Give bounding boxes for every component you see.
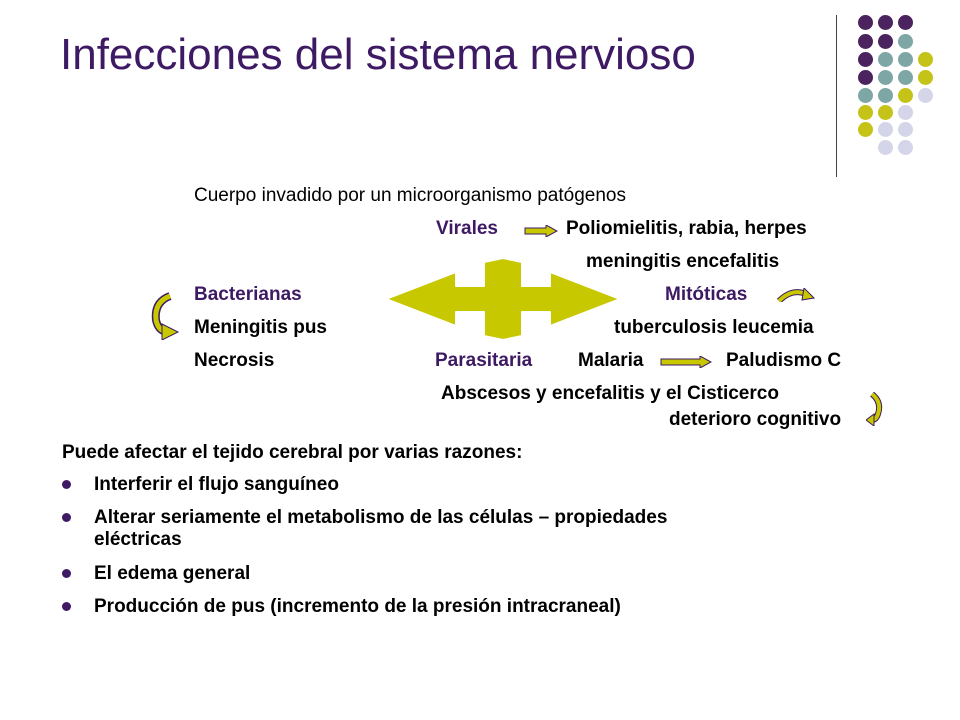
four-way-arrow-icon	[386, 258, 620, 340]
bacterianas-text-1: Meningitis pus	[194, 317, 327, 338]
dot	[898, 70, 913, 85]
deterioro-text: deterioro cognitivo	[669, 409, 842, 430]
list-item: El edema general	[94, 563, 251, 584]
curved-arrow-icon	[776, 288, 816, 302]
dot	[918, 88, 933, 103]
dot	[878, 140, 893, 155]
dot	[898, 88, 913, 103]
abscesos-text: Abscesos y encefalitis y el Cisticerco	[441, 383, 779, 404]
curved-arrow-left-icon	[150, 292, 182, 340]
dot	[878, 88, 893, 103]
dot	[858, 15, 873, 30]
dot	[878, 15, 893, 30]
parasitaria-label: Parasitaria	[435, 350, 533, 371]
dot	[878, 52, 893, 67]
virales-label: Virales	[436, 218, 498, 239]
dot	[858, 105, 873, 120]
dot	[898, 105, 913, 120]
dot	[898, 15, 913, 30]
bacterianas-text-2: Necrosis	[194, 350, 275, 371]
dot	[918, 70, 933, 85]
bacterianas-label: Bacterianas	[194, 284, 302, 305]
slide-title: Infecciones del sistema nervioso	[60, 30, 696, 79]
dot	[878, 34, 893, 49]
virales-diseases: Poliomielitis, rabia, herpes	[566, 218, 807, 239]
miticas-label: Mitóticas	[665, 284, 748, 305]
dot	[878, 70, 893, 85]
bullet-icon	[62, 569, 71, 578]
dot	[858, 88, 873, 103]
afectar-heading: Puede afectar el tejido cerebral por varias razones:	[62, 442, 523, 463]
dot	[858, 34, 873, 49]
dot	[918, 52, 933, 67]
dot	[898, 34, 913, 49]
bullet-icon	[62, 513, 71, 522]
dot	[898, 52, 913, 67]
bullet-icon	[62, 480, 71, 489]
curved-arrow-right-icon	[866, 392, 886, 426]
virales-diseases-2: meningitis encefalitis	[586, 251, 780, 272]
dot	[858, 52, 873, 67]
divider-line	[836, 15, 837, 177]
dot	[898, 122, 913, 137]
arrow-right-icon	[524, 225, 558, 237]
list-item: Interferir el flujo sanguíneo	[94, 474, 339, 495]
dot	[858, 70, 873, 85]
dot	[878, 105, 893, 120]
bullet-icon	[62, 602, 71, 611]
dot	[878, 122, 893, 137]
list-item: Alterar seriamente el metabolismo de las células – propiedades	[94, 507, 668, 528]
parasitaria-text-2: Paludismo C	[726, 350, 842, 371]
arrow-right-icon	[660, 356, 712, 368]
parasitaria-text-1: Malaria	[578, 350, 644, 371]
list-item-continuation: eléctricas	[94, 529, 182, 550]
miticas-text: tuberculosis leucemia	[614, 317, 814, 338]
dot	[858, 122, 873, 137]
dot	[898, 140, 913, 155]
list-item: Producción de pus (incremento de la presión intracraneal)	[94, 596, 621, 617]
intro-text: Cuerpo invadido por un microorganismo patógenos	[194, 185, 626, 206]
